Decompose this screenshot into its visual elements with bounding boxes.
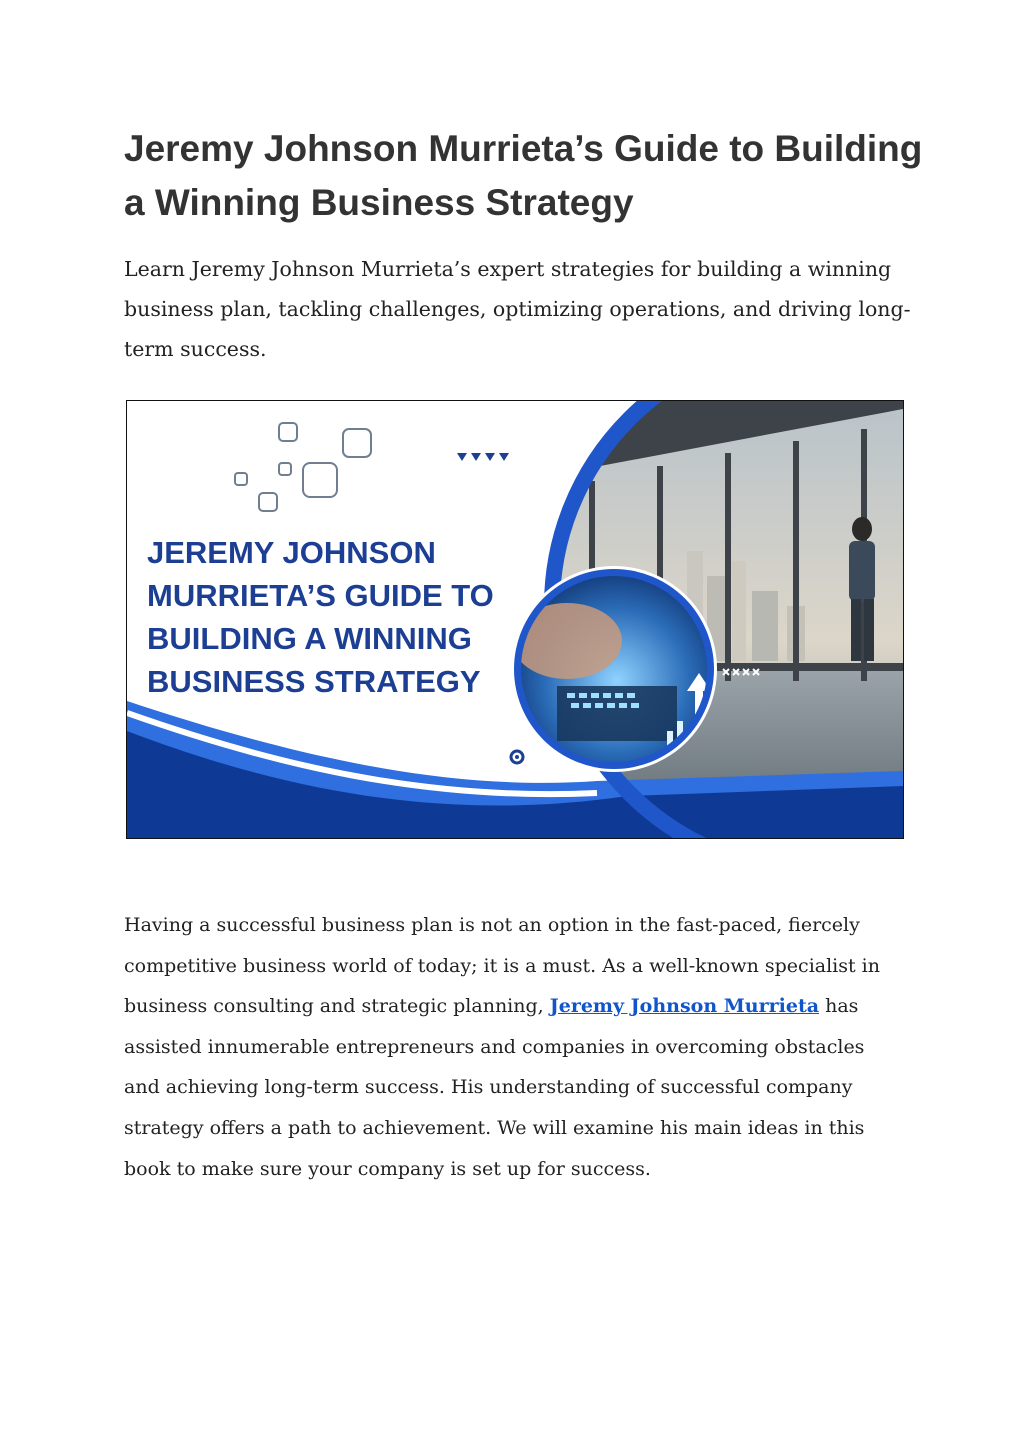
- body-text-start: Having a successful business plan is not an option in the fast-paced, fiercely competitive business world of today; it is a must. As a well-known specialist in business consulting and strategic planning,: [124, 914, 880, 1018]
- body-paragraph: [124, 905, 904, 1189]
- banner-title: JEREMY JOHNSON MURRIETA’S GUIDE TO BUILDING A WINNING BUSINESS STRATEGY: [147, 535, 494, 699]
- article-subtitle: Learn Jeremy Johnson Murrieta’s expert strategies for building a winning business plan, tackling challenges, optimizing operations, and driving long-term success.: [124, 257, 911, 361]
- body-text-end: has assisted innumerable entrepreneurs and companies in overcoming obstacles and achieving long-term success. His understanding of successful company strategy offers a path to achievement. We will examine his main ideas in this book to make sure your company is set up for success.: [124, 995, 865, 1180]
- page-title: Jeremy Johnson Murrieta’s Guide to Building a Winning Business Strategy: [124, 128, 923, 223]
- author-link[interactable]: Jeremy Johnson Murrieta: [549, 995, 820, 1018]
- banner-image: [126, 400, 904, 839]
